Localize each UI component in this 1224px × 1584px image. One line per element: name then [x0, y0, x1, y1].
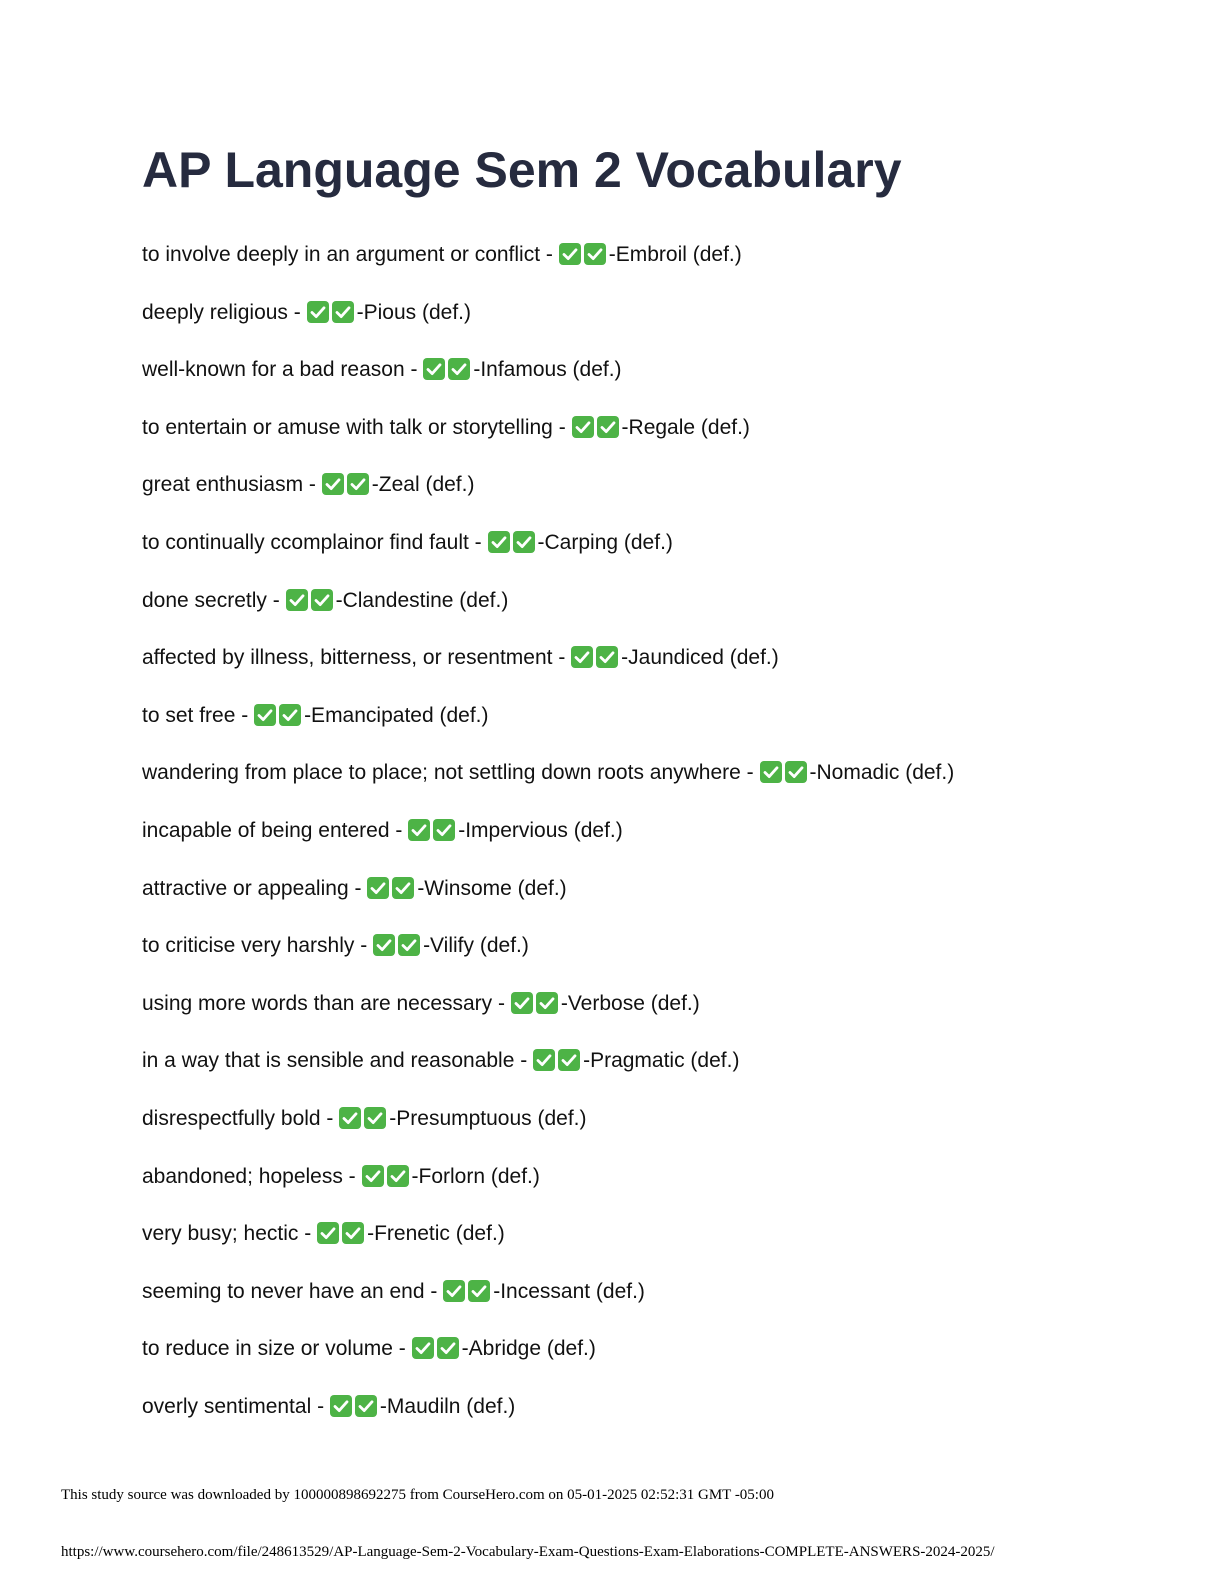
check-mark-icon	[387, 1165, 409, 1187]
vocab-entry	[142, 1267, 954, 1325]
vocab-definition: great enthusiasm	[142, 473, 304, 497]
vocab-definition: to involve deeply in an argument or conflict	[142, 243, 541, 266]
vocab-separator: -	[389, 818, 409, 842]
vocab-term: -Presumptuous (def.)	[389, 1106, 587, 1130]
check-mark-icon	[362, 1165, 384, 1187]
check-mark-icon	[584, 243, 606, 265]
check-mark-icon	[533, 1049, 555, 1071]
vocab-definition: seeming to never have an end	[142, 1279, 425, 1303]
vocab-separator: -	[552, 646, 572, 670]
vocab-definition: well-known for a bad reason	[142, 358, 405, 382]
check-mark-icon	[433, 819, 455, 841]
vocab-entry	[142, 1152, 954, 1210]
vocab-term: -Emancipated (def.)	[304, 703, 489, 727]
vocab-definition: to reduce in size or volume	[142, 1337, 393, 1361]
check-mark-icon	[785, 761, 807, 783]
check-mark-icon	[558, 1049, 580, 1071]
vocab-term: -Abridge (def.)	[461, 1337, 596, 1361]
check-mark-icon	[408, 819, 430, 841]
vocab-definition: in a way that is sensible and reasonable	[142, 1049, 515, 1073]
vocab-entry	[142, 1324, 954, 1382]
vocab-entry	[142, 979, 954, 1037]
vocab-term: -Winsome (def.)	[417, 876, 567, 900]
vocab-term: -Impervious (def.)	[458, 818, 623, 842]
vocab-entry	[142, 576, 954, 634]
vocab-definition: to set free	[142, 703, 236, 727]
check-mark-icon	[511, 992, 533, 1014]
check-mark-icon	[254, 704, 276, 726]
vocab-term: -Frenetic (def.)	[367, 1222, 505, 1246]
vocab-term: -Regale (def.)	[621, 415, 750, 439]
vocab-separator: -	[311, 1394, 330, 1418]
check-mark-icon	[398, 934, 420, 956]
vocab-term: -Carping (def.)	[537, 530, 673, 554]
vocab-separator: -	[320, 1106, 340, 1130]
check-mark-icon	[448, 358, 470, 380]
check-mark-icon	[596, 646, 618, 668]
vocab-separator: -	[468, 530, 488, 554]
check-mark-icon	[342, 1222, 364, 1244]
check-mark-icon	[311, 589, 333, 611]
vocab-entry	[142, 806, 954, 864]
check-mark-icon	[423, 358, 445, 380]
vocab-definition: to continually ccomplainor find fault	[142, 530, 469, 554]
check-mark-icon	[347, 473, 369, 495]
check-mark-icon	[536, 992, 558, 1014]
check-mark-icon	[339, 1107, 361, 1129]
vocab-definition: using more words than are necessary	[142, 991, 493, 1015]
vocab-definition: disrespectfully bold	[142, 1106, 321, 1130]
vocab-separator: -	[392, 1337, 412, 1361]
check-mark-icon	[488, 531, 510, 553]
vocab-entry	[142, 921, 954, 979]
vocab-separator: -	[303, 473, 322, 497]
vocab-term: -Zeal (def.)	[371, 473, 475, 497]
vocab-separator: -	[552, 415, 572, 439]
vocab-separator: -	[404, 358, 424, 382]
vocab-entry	[142, 691, 954, 749]
vocab-entry	[142, 864, 954, 922]
vocab-separator: -	[740, 761, 760, 785]
vocab-separator: -	[287, 300, 307, 324]
vocab-entry	[142, 1209, 954, 1267]
vocab-entry	[142, 748, 954, 806]
vocab-term: -Jaundiced (def.)	[621, 646, 779, 670]
vocab-definition: done secretly	[142, 588, 267, 612]
check-mark-icon	[355, 1395, 377, 1417]
check-mark-icon	[559, 243, 581, 265]
check-mark-icon	[286, 589, 308, 611]
vocab-separator: -	[540, 243, 559, 266]
vocab-entry	[142, 345, 954, 403]
vocab-entry	[142, 403, 954, 461]
vocab-definition: wandering from place to place; not settling down roots anywhere	[142, 761, 741, 785]
vocab-separator: -	[342, 1164, 362, 1188]
check-mark-icon	[572, 416, 594, 438]
check-mark-icon	[332, 301, 354, 323]
check-mark-icon	[513, 531, 535, 553]
vocab-term: -Infamous (def.)	[473, 358, 622, 382]
check-mark-icon	[373, 934, 395, 956]
vocab-entry	[142, 460, 954, 518]
vocab-entry	[142, 633, 954, 691]
vocab-definition: very busy; hectic	[142, 1222, 299, 1246]
vocab-term: -Maudiln (def.)	[379, 1394, 516, 1418]
check-mark-icon	[392, 877, 414, 899]
vocab-definition: affected by illness, bitterness, or resentment	[142, 646, 553, 670]
vocab-entry	[142, 230, 954, 288]
check-mark-icon	[307, 301, 329, 323]
check-mark-icon	[364, 1107, 386, 1129]
vocab-entry	[142, 288, 954, 346]
vocab-term: -Incessant (def.)	[493, 1279, 645, 1303]
vocab-term: -Pragmatic (def.)	[583, 1049, 740, 1073]
check-mark-icon	[317, 1222, 339, 1244]
vocab-separator: -	[492, 991, 511, 1015]
vocab-term: -Nomadic (def.)	[809, 761, 955, 785]
check-mark-icon	[367, 877, 389, 899]
vocab-separator: -	[354, 934, 374, 958]
vocab-list	[142, 230, 954, 1439]
vocab-separator: -	[266, 588, 286, 612]
check-mark-icon	[443, 1280, 465, 1302]
check-mark-icon	[279, 704, 301, 726]
vocab-term: -Vilify (def.)	[423, 934, 529, 958]
vocab-term: -Embroil (def.)	[608, 243, 742, 266]
vocab-separator: -	[514, 1049, 534, 1073]
vocab-definition: attractive or appealing	[142, 876, 349, 900]
check-mark-icon	[760, 761, 782, 783]
check-mark-icon	[571, 646, 593, 668]
vocab-definition: deeply religious	[142, 300, 288, 324]
vocab-entry	[142, 1036, 954, 1094]
footer-url: https://www.coursehero.com/file/248613529/AP-Language-Sem-2-Vocabulary-Exam-Questions-Exam-Elaborations-COMPLETE-ANSWERS-2024-2025/	[61, 1544, 995, 1560]
vocab-definition: overly sentimental	[142, 1394, 312, 1418]
vocab-term: -Forlorn (def.)	[411, 1164, 540, 1188]
check-mark-icon	[330, 1395, 352, 1417]
vocab-entry	[142, 1094, 954, 1152]
vocab-term: -Verbose (def.)	[560, 991, 700, 1015]
vocab-definition: to criticise very harshly	[142, 934, 355, 958]
vocab-definition: incapable of being entered	[142, 818, 390, 842]
footer-source-note: This study source was downloaded by 100000898692275 from CourseHero.com on 05-01-2025 02:52:31 GMT -05:00	[61, 1487, 774, 1503]
vocab-separator: -	[424, 1279, 444, 1303]
check-mark-icon	[412, 1337, 434, 1359]
vocab-definition: abandoned; hopeless	[142, 1164, 343, 1188]
vocab-term: -Clandestine (def.)	[335, 588, 509, 612]
vocab-separator: -	[348, 876, 368, 900]
vocab-entry	[142, 1382, 954, 1440]
check-mark-icon	[468, 1280, 490, 1302]
page-title: AP Language Sem 2 Vocabulary	[142, 142, 902, 198]
check-mark-icon	[322, 473, 344, 495]
vocab-separator: -	[298, 1222, 318, 1246]
vocab-separator: -	[235, 703, 255, 727]
check-mark-icon	[597, 416, 619, 438]
vocab-definition: to entertain or amuse with talk or storytelling	[142, 415, 553, 439]
check-mark-icon	[437, 1337, 459, 1359]
vocab-entry	[142, 518, 954, 576]
vocab-term: -Pious (def.)	[356, 300, 471, 324]
